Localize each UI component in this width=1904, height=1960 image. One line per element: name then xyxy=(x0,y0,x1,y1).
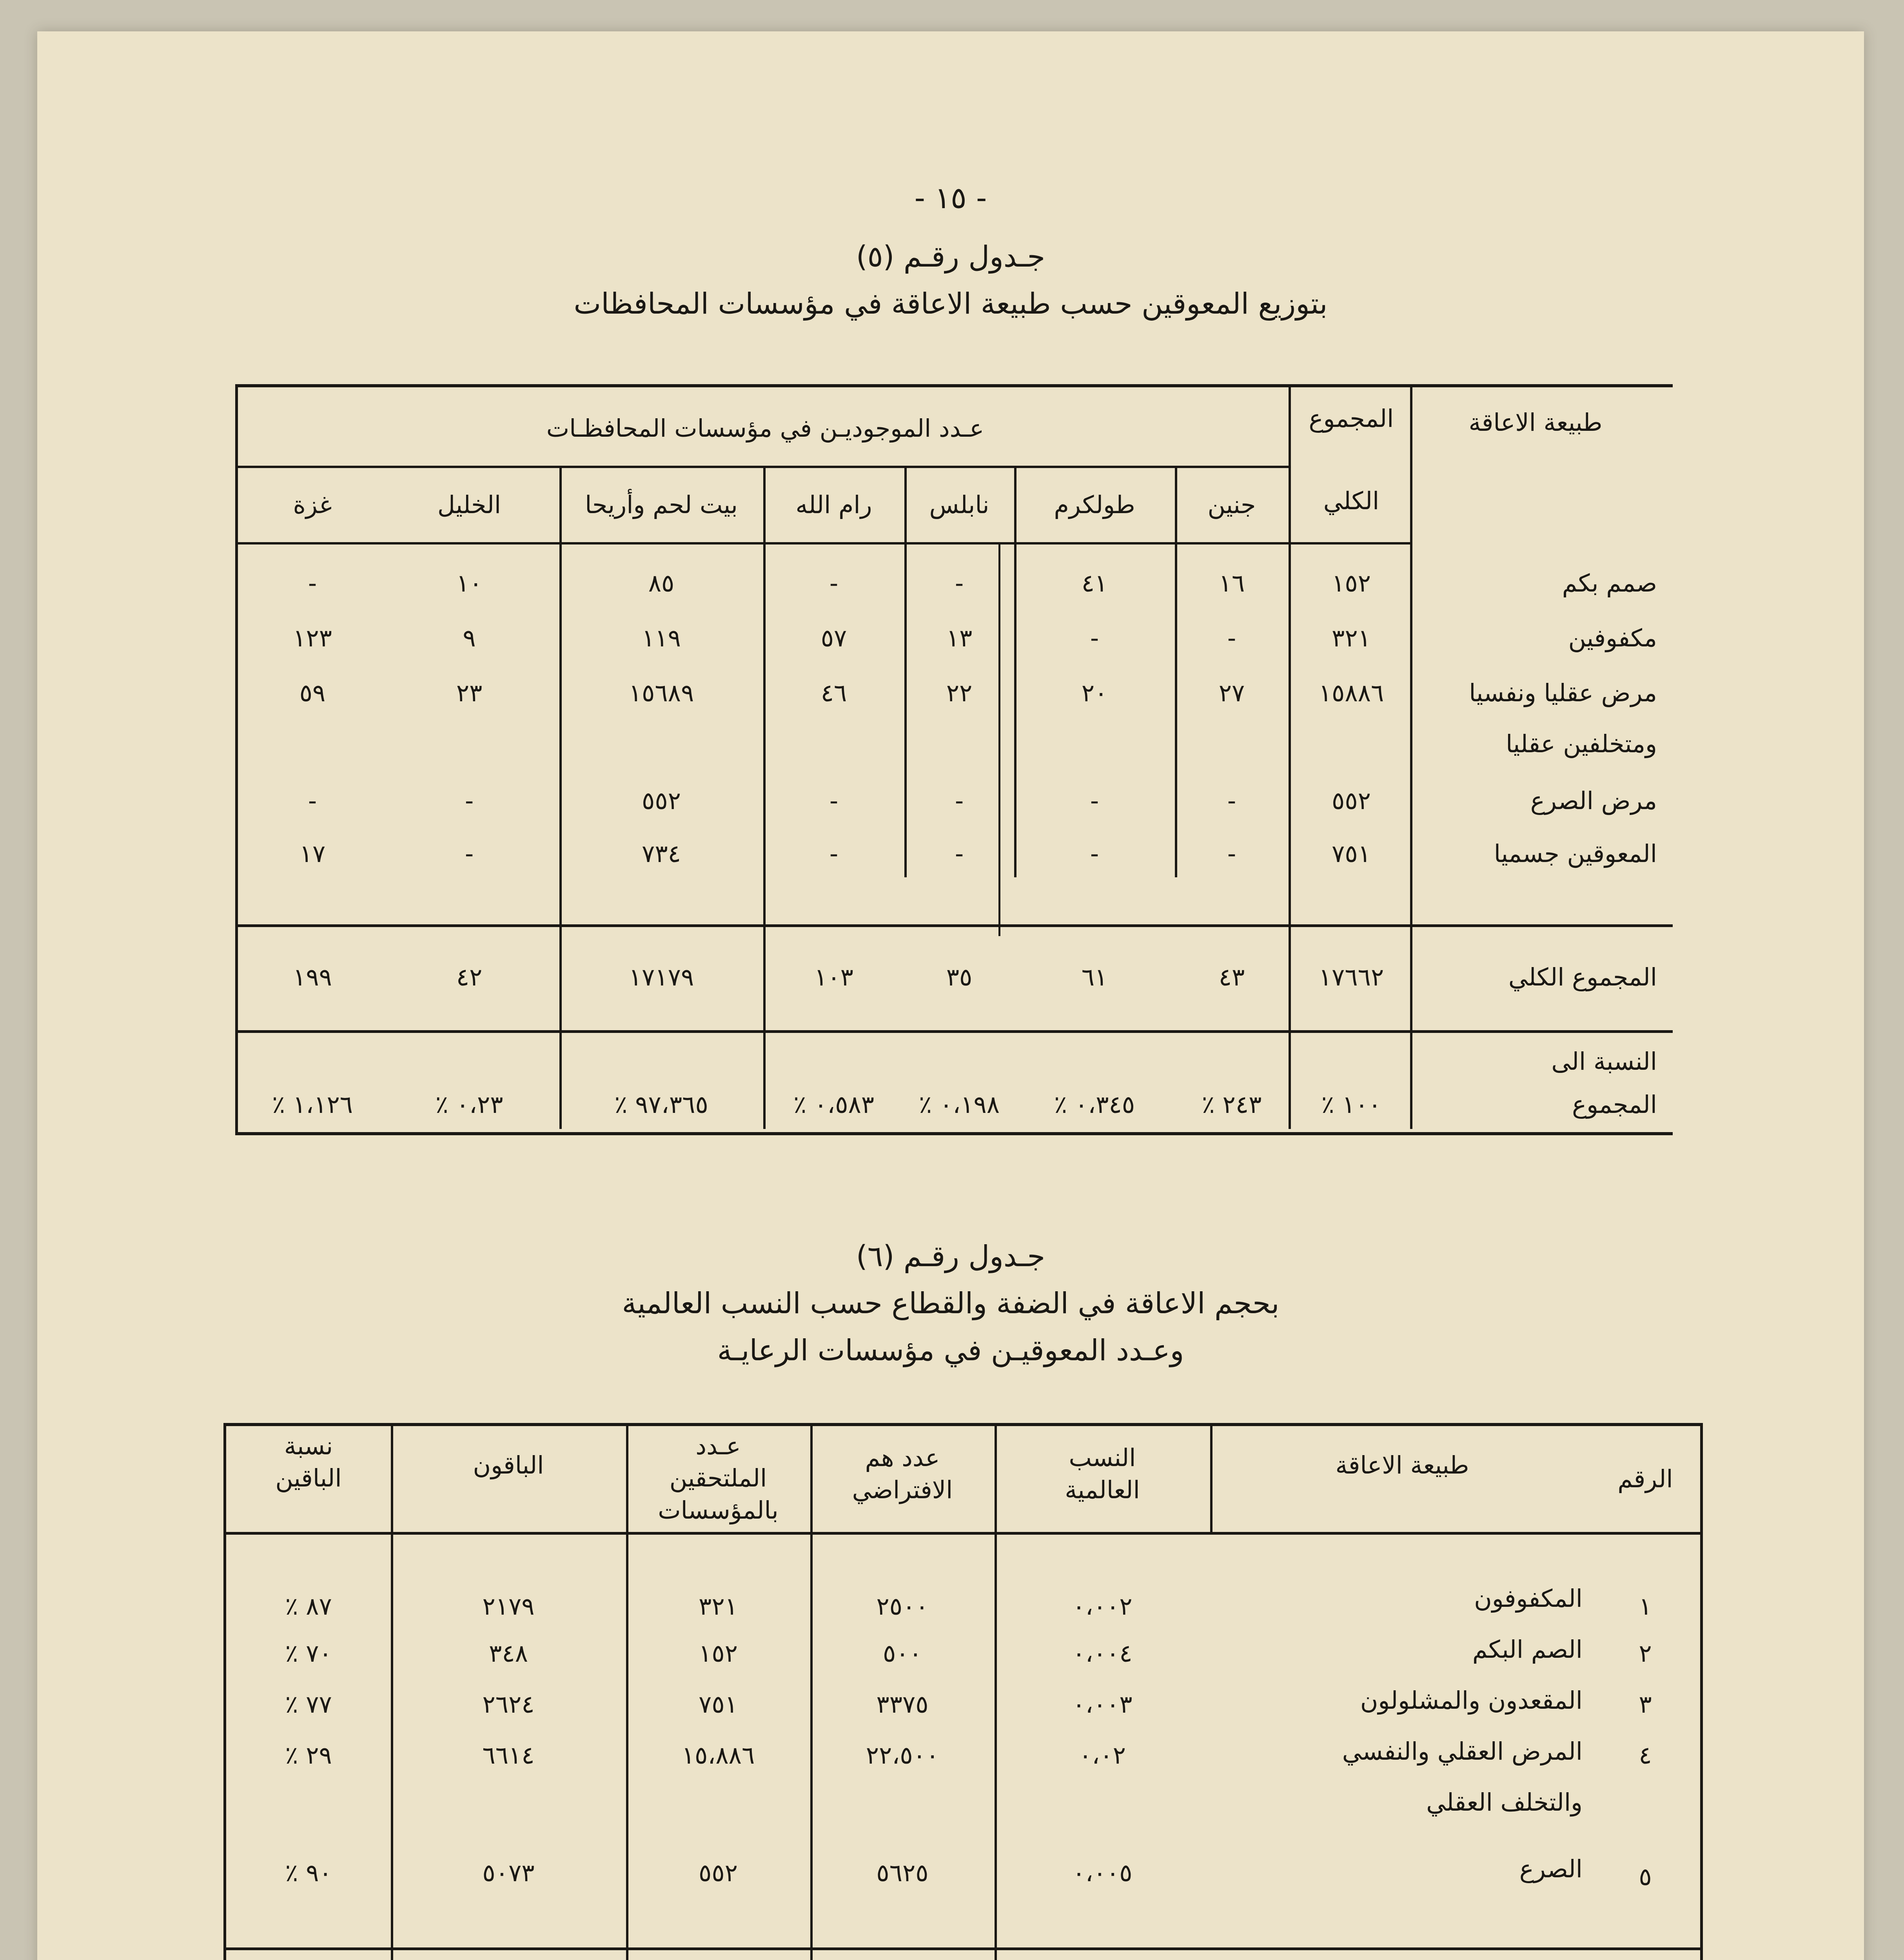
table6-cell: ٣٣٧٥ xyxy=(876,1690,929,1719)
table6-cell: ١٥،٨٨٦ xyxy=(681,1741,755,1769)
table6-header-global: النسب العالمية xyxy=(1065,1443,1140,1504)
table5-cell: ١٢٣ xyxy=(293,624,332,652)
table5-percent-label: النسبة الى xyxy=(1551,1047,1657,1076)
table6-cell: ٠،٠٠٣ xyxy=(1072,1690,1133,1719)
table5-district-gaza: غزة xyxy=(293,490,332,519)
table5-percent-cell: ٩٧،٣٦٥ ٪ xyxy=(614,1090,708,1119)
table6-header-joined: عـدد الملتحقين بالمؤسسات xyxy=(658,1432,779,1524)
table5-cell: ١٥٢ xyxy=(1332,569,1371,597)
table6-header-no: الرقم xyxy=(1617,1465,1673,1493)
table6-cell-no: ٢ xyxy=(1639,1639,1652,1668)
table5-cell: - xyxy=(465,786,474,815)
table6-cell: ١٥٢ xyxy=(699,1639,738,1668)
table5-cell: ٥٥٢ xyxy=(642,786,681,815)
table5-district-ramallah: رام الله xyxy=(795,490,872,519)
table6-row-label: المرض العقلي والنفسي xyxy=(1342,1737,1583,1766)
table6-cell: ٧٠ ٪ xyxy=(285,1639,332,1668)
table5-header-group: عـدد الموجوديـن في مؤسسات المحافظـات xyxy=(546,414,984,443)
table6-cell: ٢٢،٥٠٠ xyxy=(866,1741,939,1769)
table5-district-hebron: الخليل xyxy=(437,490,501,519)
table5-cell: - xyxy=(465,839,474,868)
table5-cell: - xyxy=(955,786,964,815)
table6-cell-no: ٥ xyxy=(1639,1862,1652,1891)
table5-percent-cell: ١٠٠ ٪ xyxy=(1321,1090,1381,1119)
table5-header-total-2: الكلي xyxy=(1323,486,1379,515)
table5-district-nablus: نابلس xyxy=(929,490,989,519)
table5-district-bethlehem: بيت لحم وأريحا xyxy=(585,490,738,519)
table5-cell: ٥٧ xyxy=(820,624,847,652)
table6-cell: ٠،٠٢ xyxy=(1079,1741,1126,1769)
table6 xyxy=(223,1423,1703,1960)
table5-row-label: مرض الصرع xyxy=(1530,786,1657,815)
table6-cell-no: ١ xyxy=(1639,1592,1652,1621)
table6-cell: ٧٥١ xyxy=(699,1690,738,1719)
table6-cell-no: ٣ xyxy=(1639,1690,1652,1719)
table5-cell: ١١٩ xyxy=(642,624,681,652)
table5-cell: ١٥٨٨٦ xyxy=(1318,679,1384,707)
table6-cell: ٠،٠٠٥ xyxy=(1072,1858,1133,1887)
table5-total-cell: ٣٥ xyxy=(946,963,973,991)
table6-cell-no: ٤ xyxy=(1639,1741,1652,1769)
table5-cell: - xyxy=(829,569,839,597)
table6-cell: ٠،٠٠٢ xyxy=(1072,1592,1133,1621)
table6-cell: ٢٥٠٠ xyxy=(876,1592,929,1621)
table5-cell: ٣٢١ xyxy=(1332,624,1371,652)
table5-cell: ٥٩ xyxy=(299,679,326,707)
table5-cell: ١٦ xyxy=(1218,569,1245,597)
table6-cell: ٦٦١٤ xyxy=(482,1741,535,1769)
table6-cell: ٥٦٢٥ xyxy=(876,1858,929,1887)
table5-cell: ٤٦ xyxy=(820,679,847,707)
table6-cell: ٠،٠٠٤ xyxy=(1072,1639,1133,1668)
table6-header-assumed: عدد هم الافتراضي xyxy=(852,1443,953,1504)
table5-total-cell: ١٧٦٦٢ xyxy=(1318,963,1384,991)
table6-row-label: الصرع xyxy=(1519,1855,1583,1883)
table5-percent-cell: ٠،١٩٨ ٪ xyxy=(918,1090,1000,1119)
table6-header-remaining: الباقون xyxy=(473,1451,544,1479)
table5-total-cell: ١٩٩ xyxy=(293,963,332,991)
table5-cell: ١٣ xyxy=(946,624,973,652)
table5-row-label: مرض عقليا ونفسيا xyxy=(1469,679,1657,707)
table5-cell: - xyxy=(1090,839,1099,868)
table5-cell: - xyxy=(1090,786,1099,815)
table6-row-label: المقعدون والمشلولون xyxy=(1360,1686,1583,1715)
table5-cell: ١٥٦٨٩ xyxy=(628,679,694,707)
table5-cell: ٢٧ xyxy=(1218,679,1245,707)
table5-total-cell: ٤٣ xyxy=(1218,963,1245,991)
table5-percent-label-2: المجموع xyxy=(1572,1090,1657,1119)
table5-row-label: مكفوفين xyxy=(1568,624,1657,652)
table5-cell: ٧٥١ xyxy=(1332,839,1371,868)
table5-total-cell: ٦١ xyxy=(1081,963,1108,991)
table6-subtitle-1: بحجم الاعاقة في الضفة والقطاع حسب النسب العالمية xyxy=(622,1287,1280,1320)
table5-title: جـدول رقـم (٥) xyxy=(856,240,1045,274)
document-page xyxy=(37,31,1864,1960)
table5-cell: - xyxy=(1227,786,1236,815)
table5 xyxy=(235,384,1673,1135)
table5-cell: ٩ xyxy=(463,624,476,652)
table6-cell: ٥٥٢ xyxy=(699,1858,738,1887)
table6-header-nature: طبيعة الاعاقة xyxy=(1335,1451,1469,1479)
table6-cell: ٨٧ ٪ xyxy=(285,1592,332,1621)
table6-subtitle-2: وعـدد المعوقيـن في مؤسسات الرعايـة xyxy=(717,1334,1184,1367)
table5-cell: ٢٠ xyxy=(1081,679,1108,707)
table6-cell: ٢٦٢٤ xyxy=(482,1690,535,1719)
table6-cell: ٢١٧٩ xyxy=(482,1592,535,1621)
table5-row-label: صمم بكم xyxy=(1562,569,1657,597)
table6-cell: ٢٩ ٪ xyxy=(285,1741,332,1769)
table5-percent-cell: ٢٤٣ ٪ xyxy=(1202,1090,1262,1119)
table6-cell: ٩٠ ٪ xyxy=(285,1858,332,1887)
table5-cell: - xyxy=(829,839,839,868)
table5-row-label-2: ومتخلفين عقليا xyxy=(1506,730,1657,758)
table5-header-nature: طبيعة الاعاقة xyxy=(1468,408,1603,437)
table5-cell: ٨٥ xyxy=(648,569,675,597)
table5-percent-cell: ١،١٢٦ ٪ xyxy=(272,1090,353,1119)
table5-total-cell: ١٠٣ xyxy=(814,963,853,991)
table5-subtitle: بتوزيع المعوقين حسب طبيعة الاعاقة في مؤسسات المحافظات xyxy=(574,287,1328,321)
table6-row-label: المكفوفون xyxy=(1474,1584,1583,1613)
table5-cell: - xyxy=(829,786,839,815)
table5-cell: - xyxy=(308,569,317,597)
table5-percent-cell: ٠،٣٤٥ ٪ xyxy=(1054,1090,1135,1119)
table5-cell: ٧٣٤ xyxy=(642,839,681,868)
table5-district-jenin: جنين xyxy=(1207,490,1256,519)
table5-cell: ١٧ xyxy=(299,839,326,868)
table5-total-cell: ١٧١٧٩ xyxy=(628,963,694,991)
table5-cell: - xyxy=(955,839,964,868)
table5-header-total: المجموع xyxy=(1309,404,1394,433)
table5-cell: - xyxy=(308,786,317,815)
table6-row-label: الصم البكم xyxy=(1472,1635,1583,1664)
table5-row-label: المعوقين جسميا xyxy=(1494,839,1657,868)
page-number: - ١٥ - xyxy=(914,180,987,215)
table5-cell: - xyxy=(955,569,964,597)
table6-cell: ٥٠٠ xyxy=(883,1639,922,1668)
table5-total-label: المجموع الكلي xyxy=(1508,963,1657,991)
table5-percent-cell: ٠،٥٨٣ ٪ xyxy=(793,1090,875,1119)
table5-total-cell: ٤٢ xyxy=(456,963,483,991)
table5-cell: ٥٥٢ xyxy=(1332,786,1371,815)
table5-cell: ١٠ xyxy=(456,569,483,597)
table6-cell: ٧٧ ٪ xyxy=(285,1690,332,1719)
table5-district-tulkarm: طولكرم xyxy=(1054,490,1135,519)
table5-cell: - xyxy=(1227,839,1236,868)
table6-cell: ٥٠٧٣ xyxy=(482,1858,535,1887)
table5-cell: ٢٢ xyxy=(946,679,973,707)
table5-cell: ٤١ xyxy=(1081,569,1108,597)
table6-header-remaining-pct: نسبة الباقين xyxy=(275,1432,342,1492)
table6-cell: ٣٢١ xyxy=(699,1592,738,1621)
table6-title: جـدول رقـم (٦) xyxy=(856,1240,1045,1273)
table5-percent-cell: ٠،٢٣ ٪ xyxy=(435,1090,503,1119)
table5-cell: - xyxy=(1227,624,1236,652)
table5-cell: ٢٣ xyxy=(456,679,483,707)
table6-cell: ٣٤٨ xyxy=(489,1639,528,1668)
table6-row-label-2: والتخلف العقلي xyxy=(1426,1788,1583,1817)
table5-cell: - xyxy=(1090,624,1099,652)
